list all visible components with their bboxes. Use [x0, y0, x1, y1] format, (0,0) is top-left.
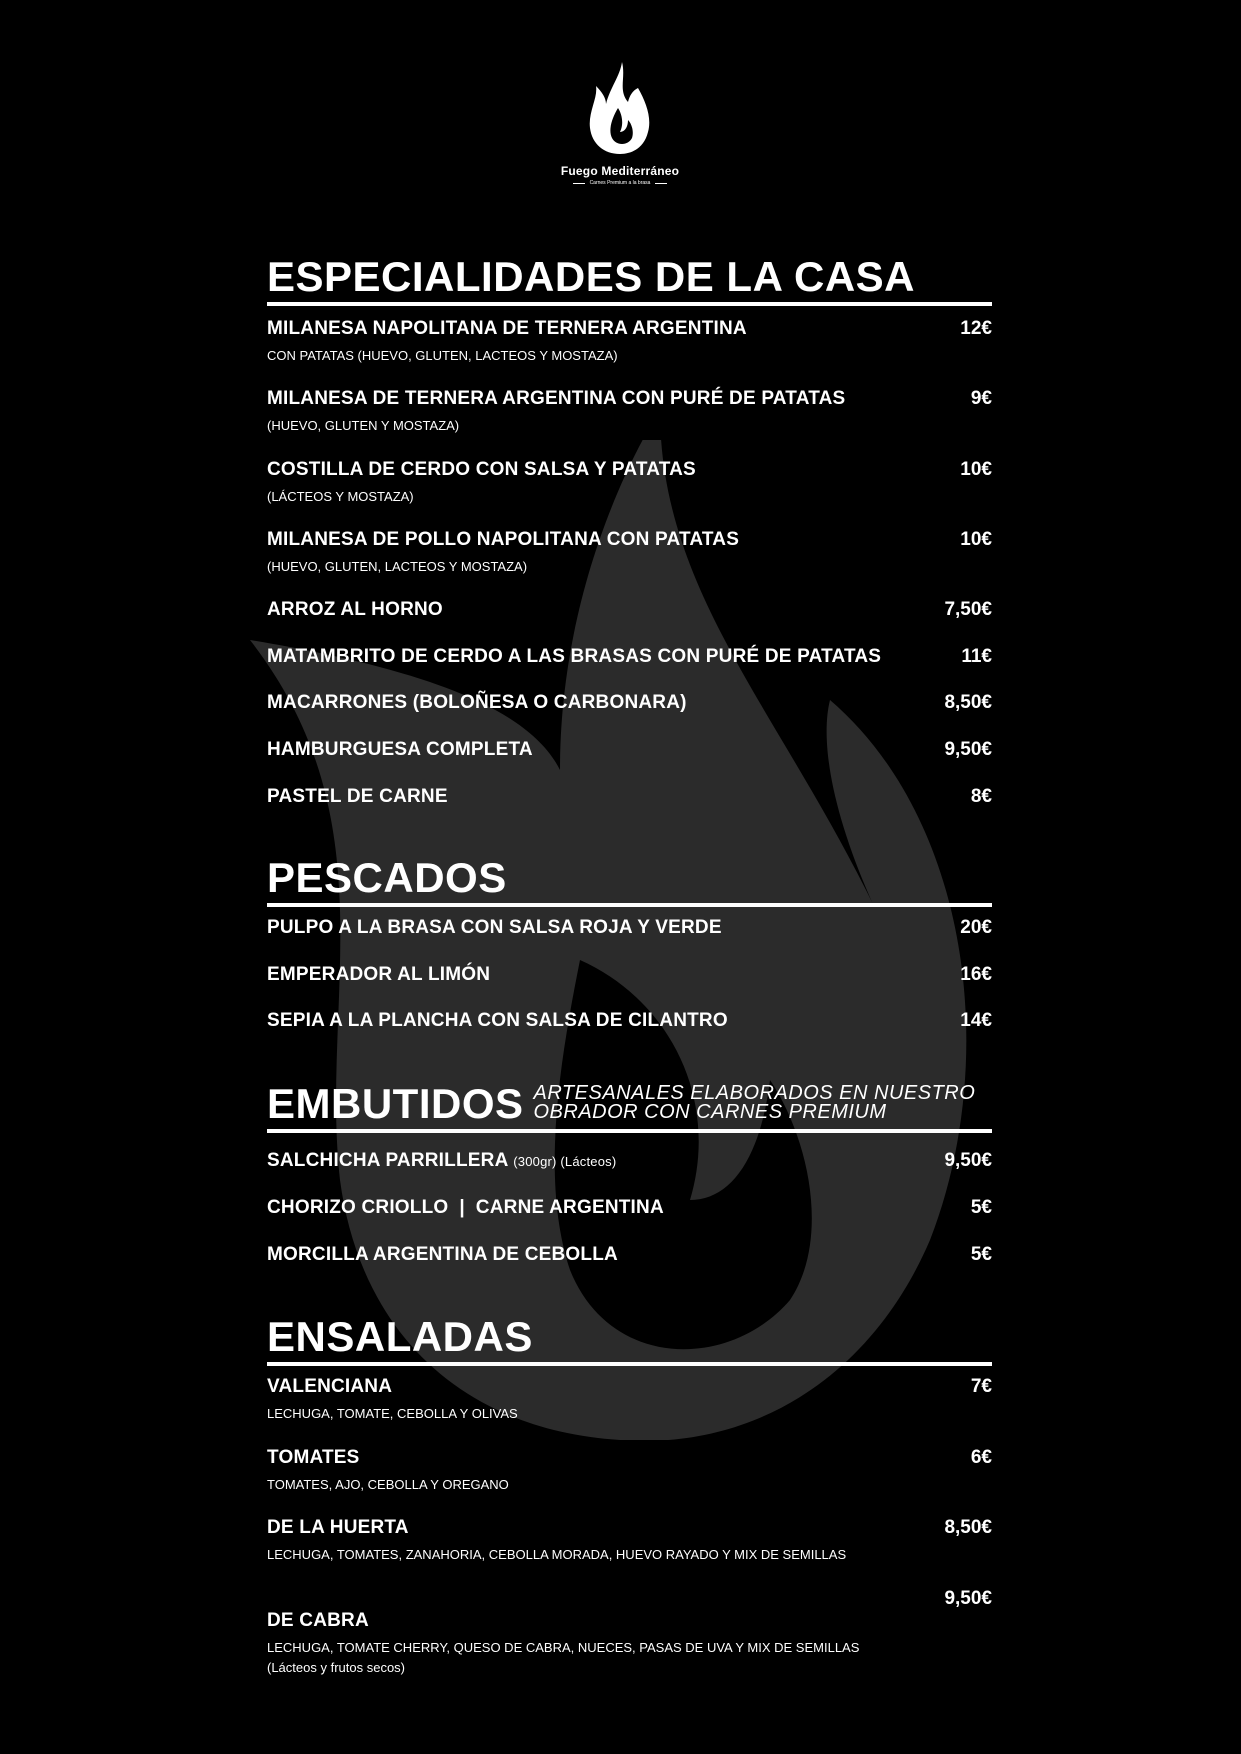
item-description: LECHUGA, TOMATES, ZANAHORIA, CEBOLLA MORADA, HUEVO RAYADO Y MIX DE SEMILLAS: [267, 1547, 847, 1562]
menu-item: [267, 599, 992, 621]
item-price: 9,50€: [944, 739, 992, 760]
item-name: MILANESA DE POLLO NAPOLITANA CON PATATAS: [267, 529, 740, 550]
menu-item: [267, 1150, 992, 1172]
brand-logo: [540, 62, 700, 186]
item-name: ARROZ AL HORNO: [267, 599, 443, 620]
menu-item: [267, 529, 992, 577]
menu-item: [267, 1197, 992, 1219]
item-description: (LÁCTEOS Y MOSTAZA): [267, 489, 414, 504]
menu-item: [267, 786, 992, 808]
item-price: 6€: [970, 1447, 992, 1468]
item-name: VALENCIANA: [267, 1376, 393, 1397]
item-description: TOMATES, AJO, CEBOLLA Y OREGANO: [267, 1477, 509, 1492]
item-price: 5€: [970, 1197, 992, 1218]
item-price: 12€: [960, 318, 992, 339]
menu-item: [267, 739, 992, 761]
item-price: 8,50€: [944, 692, 992, 713]
menu-item: [267, 388, 992, 436]
menu-item: [267, 1244, 992, 1266]
item-price: 9,50€: [944, 1150, 992, 1171]
menu-item: [267, 1517, 992, 1565]
item-price: 7€: [970, 1376, 992, 1397]
item-price: 9€: [970, 388, 992, 409]
item-name: HAMBURGUESA COMPLETA: [267, 739, 533, 760]
menu-item: [267, 692, 992, 714]
item-name: COSTILLA DE CERDO CON SALSA Y PATATAS: [267, 459, 696, 480]
section-title-text: EMBUTIDOS: [267, 1080, 524, 1127]
section-title: PESCADOS: [267, 857, 992, 907]
section-title: ESPECIALIDADES DE LA CASA: [267, 256, 992, 306]
menu-item: [267, 318, 992, 366]
brand-tagline: Carnes Premium a la brasa: [540, 180, 700, 186]
menu-item: [267, 1376, 992, 1424]
menu-item: [267, 1588, 992, 1610]
item-price: 16€: [960, 964, 992, 985]
item-name: TOMATES: [267, 1447, 360, 1468]
menu-item: [267, 646, 992, 668]
item-description: (HUEVO, GLUTEN Y MOSTAZA): [267, 418, 460, 433]
item-price: 10€: [960, 459, 992, 480]
section-ensaladas: [267, 1313, 992, 1366]
item-price: 20€: [960, 917, 992, 938]
section-title: [267, 1080, 992, 1133]
menu-item: [267, 917, 992, 939]
item-name: DE CABRA: [267, 1610, 369, 1631]
item-name: MILANESA NAPOLITANA DE TERNERA ARGENTINA: [267, 318, 747, 339]
menu-item: [267, 964, 992, 986]
item-price: 8,50€: [944, 1517, 992, 1538]
item-description: (HUEVO, GLUTEN, LACTEOS Y MOSTAZA): [267, 559, 528, 574]
flame-logo-icon: [588, 62, 652, 154]
item-description: LECHUGA, TOMATE, CEBOLLA Y OLIVAS: [267, 1406, 518, 1421]
item-price: 9,50€: [944, 1588, 992, 1609]
item-price: 10€: [960, 529, 992, 550]
item-price: 11€: [961, 646, 992, 667]
item-price: 5€: [970, 1244, 992, 1265]
section-embutidos: [267, 1080, 992, 1133]
item-name: MACARRONES (BOLOÑESA O CARBONARA): [267, 692, 687, 713]
section-especialidades: [267, 253, 992, 306]
menu-item: [267, 1610, 992, 1678]
item-name: MORCILLA ARGENTINA DE CEBOLLA: [267, 1244, 618, 1265]
item-name: CHORIZO CRIOLLO | CARNE ARGENTINA: [267, 1197, 664, 1218]
menu-item: [267, 459, 992, 507]
item-name: SEPIA A LA PLANCHA CON SALSA DE CILANTRO: [267, 1010, 728, 1031]
menu-item: [267, 1447, 992, 1495]
item-price: 8€: [970, 786, 992, 807]
item-description: CON PATATAS (HUEVO, GLUTEN, LACTEOS Y MOSTAZA): [267, 348, 618, 363]
item-name: EMPERADOR AL LIMÓN: [267, 964, 491, 985]
item-name: MILANESA DE TERNERA ARGENTINA CON PURÉ DE PATATAS: [267, 388, 846, 409]
flame-watermark-icon: [230, 440, 1030, 1440]
item-price: 7,50€: [944, 599, 992, 620]
brand-name: Fuego Mediterráneo: [560, 164, 680, 178]
item-name: PULPO A LA BRASA CON SALSA ROJA Y VERDE: [267, 917, 722, 938]
item-name: PASTEL DE CARNE: [267, 786, 448, 807]
item-name: MATAMBRITO DE CERDO A LAS BRASAS CON PURÉ DE PATATAS: [267, 646, 882, 667]
section-note: ARTESANALES ELABORADOS EN NUESTRO OBRADOR CON CARNES PREMIUM: [533, 1082, 976, 1123]
menu-item: [267, 1010, 992, 1032]
item-name: SALCHICHA PARRILLERA (300gr) (Lácteos): [267, 1150, 617, 1171]
item-description: LECHUGA, TOMATE CHERRY, QUESO DE CABRA, NUECES, PASAS DE UVA Y MIX DE SEMILLAS (Lácteos y frutos secos): [267, 1640, 860, 1675]
section-title: ENSALADAS: [267, 1316, 992, 1366]
item-name: DE LA HUERTA: [267, 1517, 409, 1538]
item-price: 14€: [960, 1010, 992, 1031]
section-pescados: [267, 854, 992, 907]
